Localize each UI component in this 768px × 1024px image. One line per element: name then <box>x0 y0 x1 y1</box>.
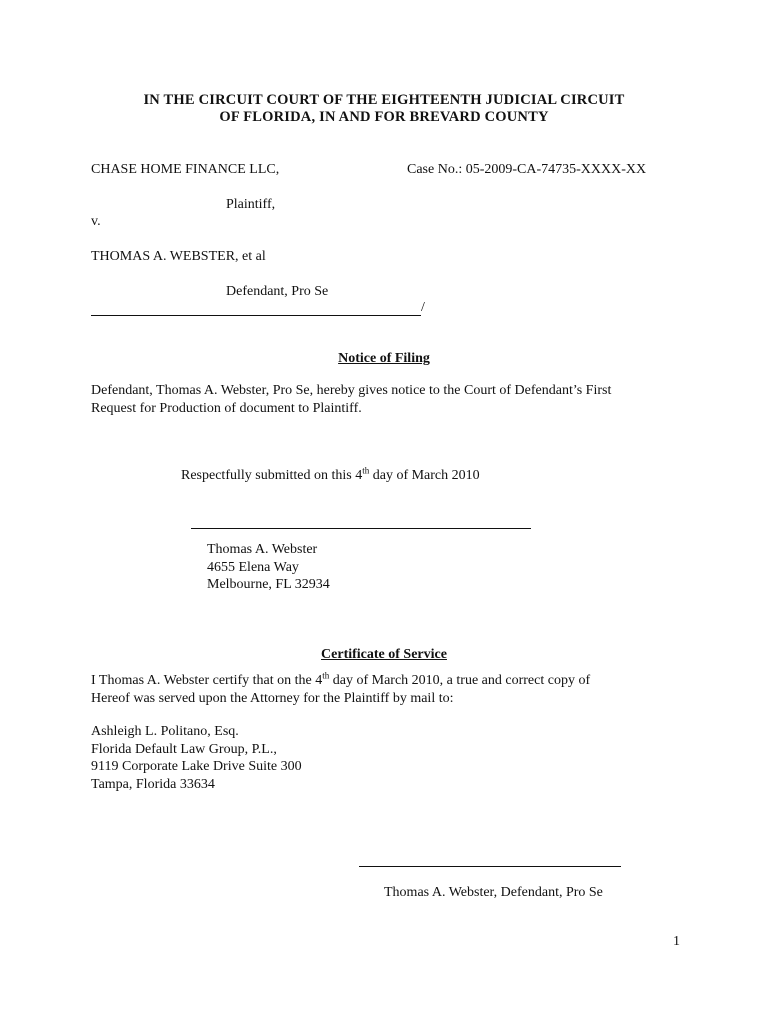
notice-heading: Notice of Filing <box>338 351 430 366</box>
final-signature-line <box>359 866 621 867</box>
page-number: 1 <box>673 934 680 949</box>
caption-rule-slash: / <box>421 300 425 315</box>
signer-address-line2: Melbourne, FL 32934 <box>207 577 330 592</box>
certificate-line2: Hereof was served upon the Attorney for the Plaintiff by mail to: <box>91 691 454 706</box>
plaintiff-name: CHASE HOME FINANCE LLC, <box>91 162 280 177</box>
signer-name: Thomas A. Webster <box>207 542 318 557</box>
court-title-line1: IN THE CIRCUIT COURT OF THE EIGHTEENTH JUDICIAL CIRCUIT <box>143 92 625 108</box>
signature-block <box>207 541 330 594</box>
final-signature-label: Thomas A. Webster, Defendant, Pro Se <box>384 885 603 900</box>
defendant-name: THOMAS A. WEBSTER, et al <box>91 249 266 264</box>
attorney-address-block <box>91 723 302 793</box>
plaintiff-role: Plaintiff, <box>226 197 276 212</box>
signer-address-line1: 4655 Elena Way <box>207 559 299 575</box>
case-number: Case No.: 05-2009-CA-74735-XXXX-XX <box>407 162 647 177</box>
attorney-city: Tampa, Florida 33634 <box>91 776 215 792</box>
certificate-line1: I Thomas A. Webster certify that on the 4th day of March 2010, a true and correct copy of <box>91 670 591 688</box>
versus: v. <box>91 214 101 229</box>
submission-statement: Respectfully submitted on this 4th day of March 2010 <box>181 465 480 483</box>
caption-rule <box>91 315 421 316</box>
notice-body-line1: Defendant, Thomas A. Webster, Pro Se, hereby gives notice to the Court of Defendant’s First <box>91 383 612 398</box>
certificate-heading: Certificate of Service <box>321 647 447 662</box>
attorney-street: 9119 Corporate Lake Drive Suite 300 <box>91 759 302 774</box>
notice-body-line2: Request for Production of document to Plaintiff. <box>91 401 362 416</box>
signature-line <box>191 528 531 529</box>
attorney-name: Ashleigh L. Politano, Esq. <box>91 724 239 739</box>
attorney-firm: Florida Default Law Group, P.L., <box>91 741 277 757</box>
court-title-line2: OF FLORIDA, IN AND FOR BREVARD COUNTY <box>219 109 549 125</box>
defendant-role: Defendant, Pro Se <box>226 284 329 299</box>
